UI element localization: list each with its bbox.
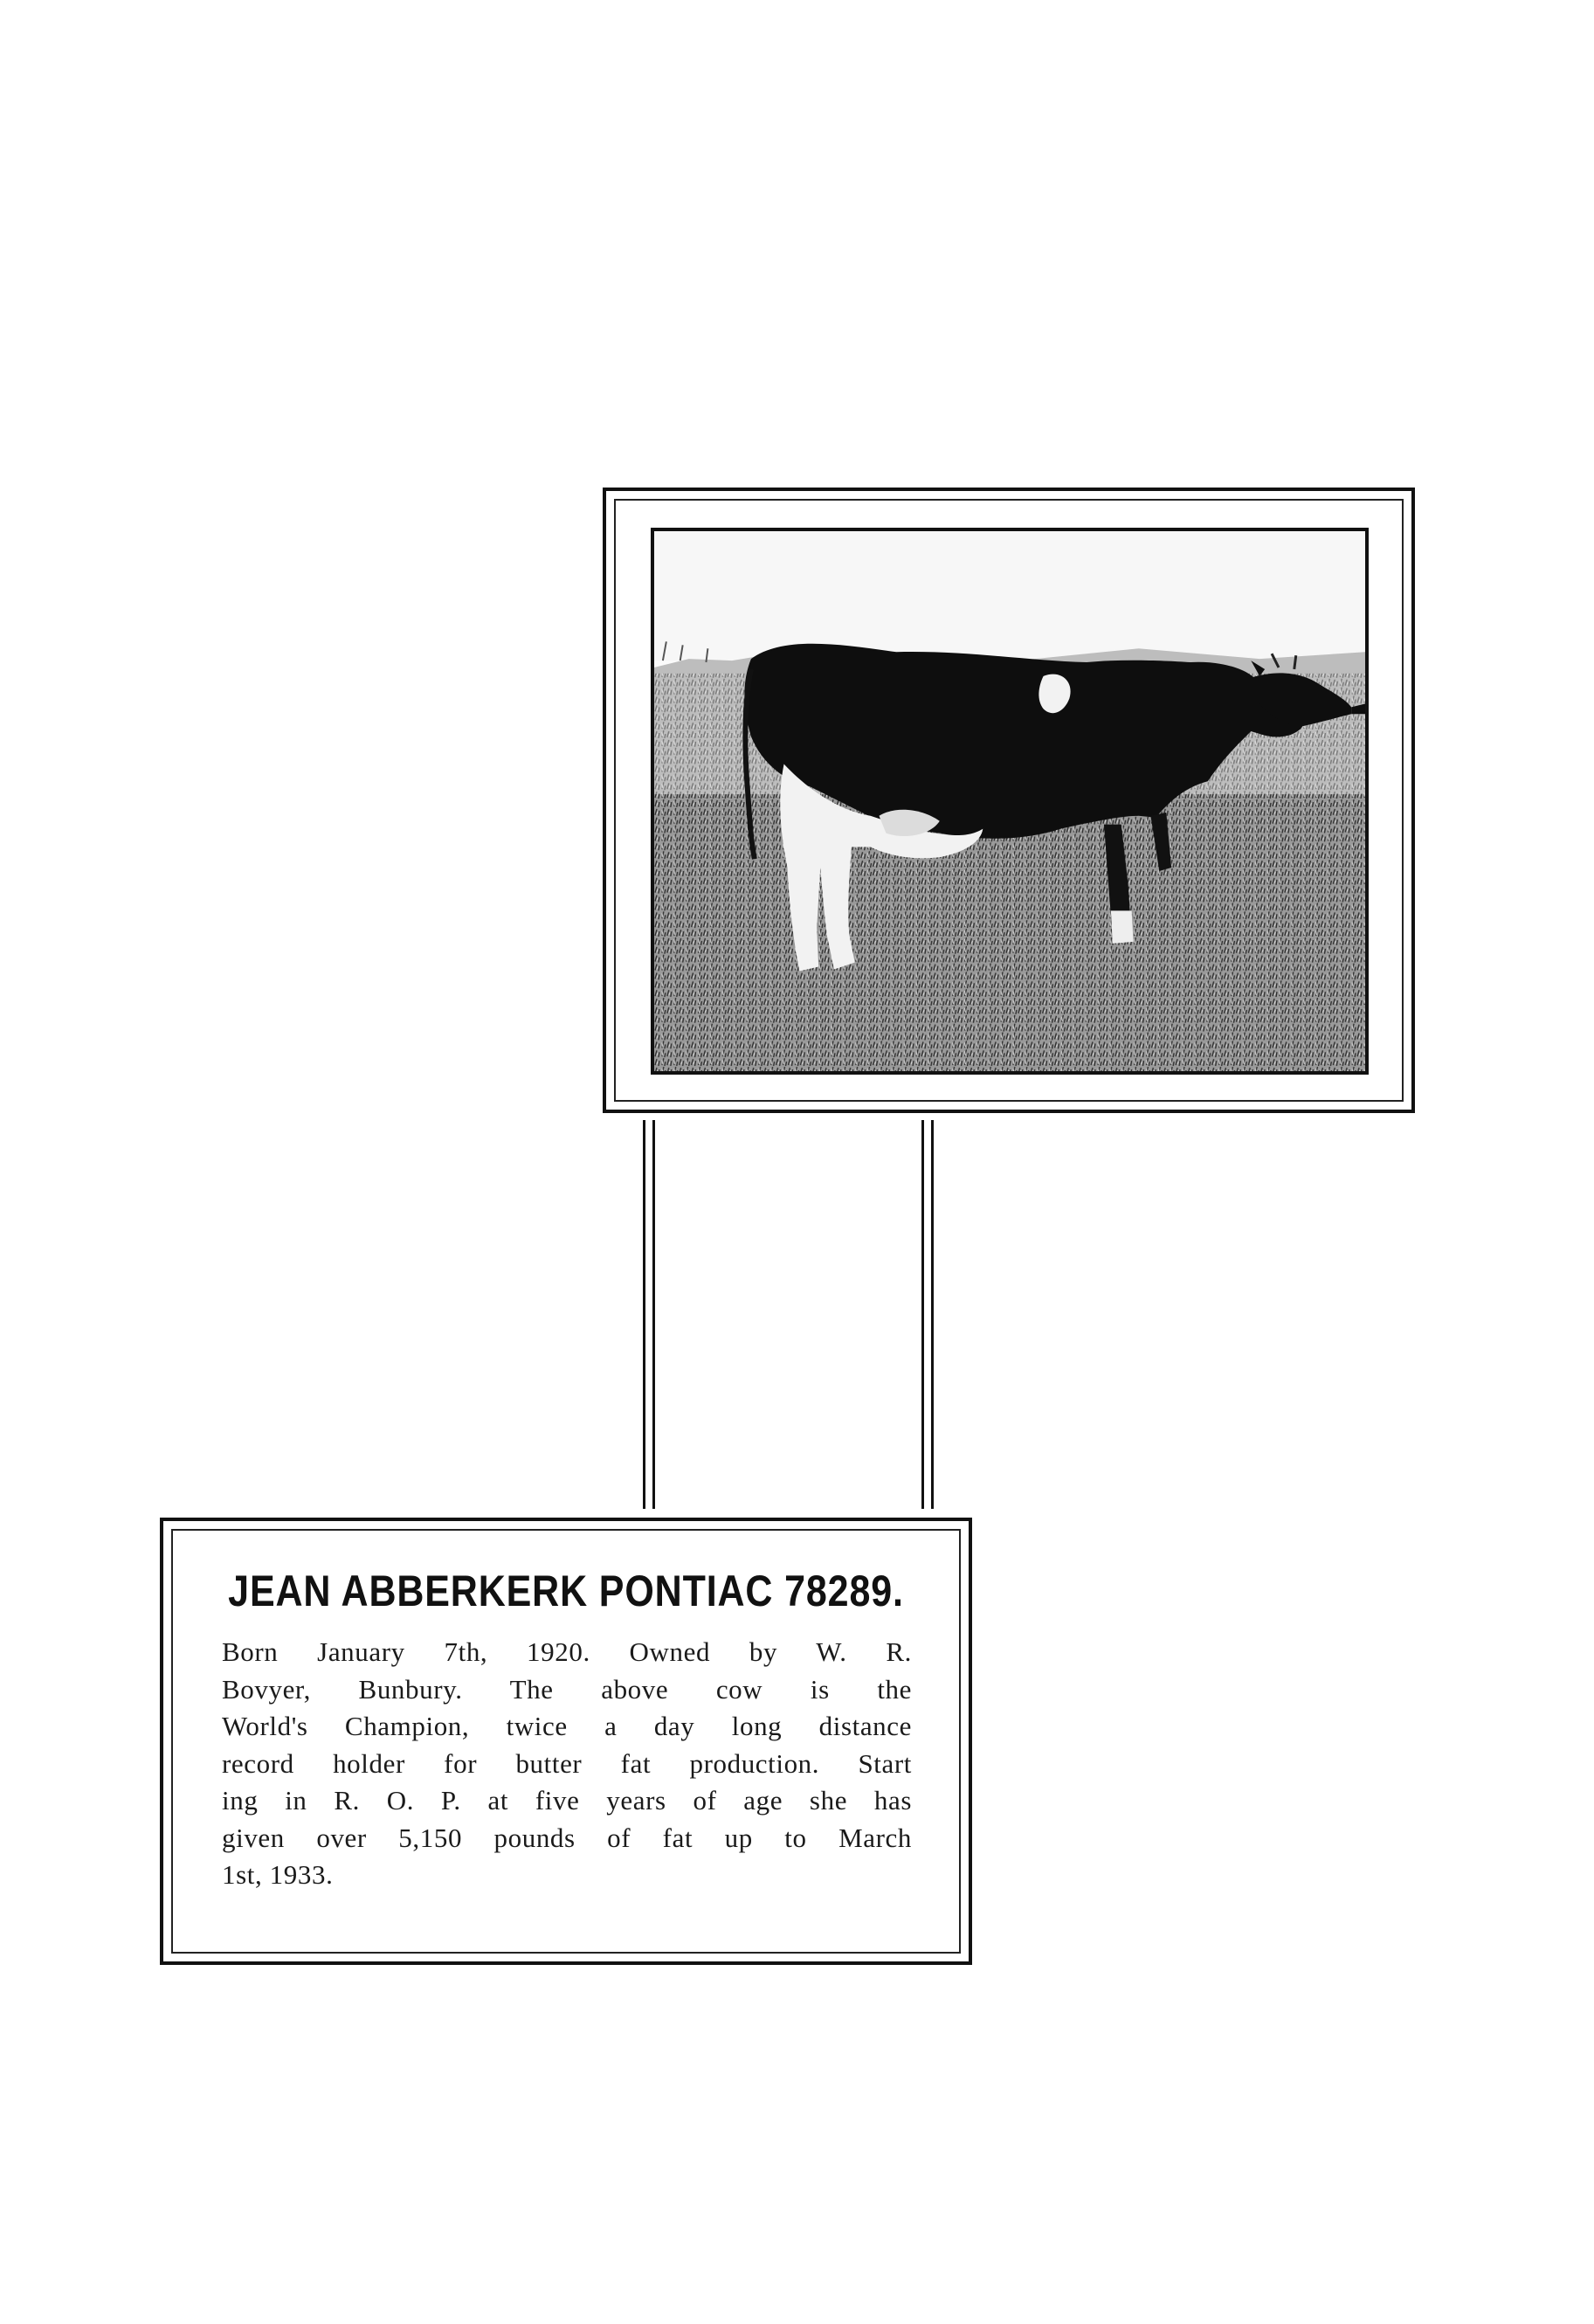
connector-post-right [921, 1120, 934, 1509]
connector-post-left [643, 1120, 655, 1509]
caption-body [222, 1634, 912, 1894]
caption-line: ing in R. O. P. at five years of age she has [222, 1785, 912, 1816]
caption-line: World's Champion, twice a day long distance [222, 1711, 912, 1741]
cow-photo-illustration [654, 531, 1365, 1071]
caption-line: Born January 7th, 1920. Owned by W. R. [222, 1636, 912, 1667]
caption-title: JEAN ABBERKERK PONTIAC 78289. [228, 1567, 904, 1615]
caption-line: given over 5,150 pounds of fat up to March [222, 1822, 912, 1853]
caption-line: Bovyer, Bunbury. The above cow is the [222, 1673, 912, 1705]
cow-photograph [651, 528, 1369, 1075]
caption-line: 1st, 1933. [222, 1859, 334, 1890]
caption-line: record holder for butter fat production. Start [222, 1747, 912, 1779]
